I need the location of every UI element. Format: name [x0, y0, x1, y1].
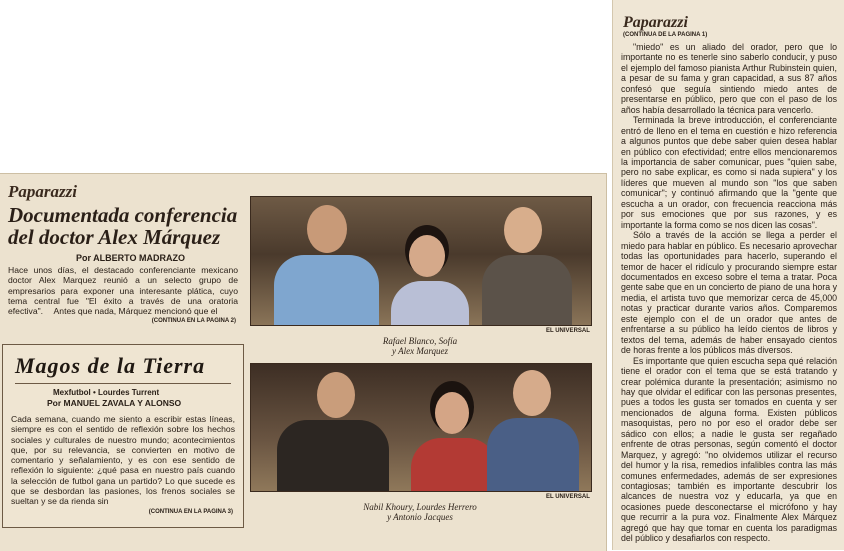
paragraph: "miedo" es un aliado del orador, pero que lo importante no es tenerle sino saberlo conducir, y puso el ejemplo del famoso pianista Arthur Rubinstein quien, a pesar de su fama y gran capacidad, a sus 87 años confesó que seguía sintiendo miedo antes de presentarse en público, pero que con el paso de los años había desarrollado la técnica para vencerlo. [621, 42, 837, 115]
caption-line: y Alex Marquez [392, 346, 448, 356]
caption-line: Rafael Blanco, Sofía [382, 336, 458, 346]
continued-from-note: (CONTINUA DE LA PAGINA 1) [623, 32, 708, 38]
photo-credit: EL UNIVERSAL [546, 328, 590, 334]
continued-body [621, 42, 837, 544]
paragraph: Sólo a través de la acción se llega a perder el miedo para hablar en público. Es necesario aprovechar todas las oportunidades para hacerlo, superando el temor de hacer el ridículo y procurando siempre estar documentados en exceso sobre el tema a tratar. Poca gente sabe que en un concierto de piano de una hora y media, el artista tuvo que memorizar cerca de 45,000 notas y practicar durante varios años. Comparemos este ejemplo con el de un orador que antes de enfrentarse a su público ha leído cientos de libros y textos del tema, además de haber ensayado cientos de horas frente a los públicos más diversos. [621, 230, 837, 356]
column-credit: Mexfutbol • Lourdes Turrent [53, 388, 160, 397]
continuation-note: (CONTINUA EN LA PAGINA 2) [151, 318, 236, 325]
photo-nabil-lourdes-antonio [250, 363, 592, 492]
paragraph: Terminada la breve introducción, el conferenciante entró de lleno en el tema en cuestión e hizo referencia a algunos puntos que debe saber quien desea hablar en público con efectividad; entre ellos mencionaremos la importancia de saber comunicar, pues "quien sabe, pero no sabe explicar, es como si nada supiera" y los líderes que mueven al mundo son "los que saben comunicar"; y continuó afirmando que la "gente que escucha a un orador, con frecuencia reacciona más por sus emociones que por sus razones, y es importante la forma como se nos dicen las cosas". [621, 115, 837, 230]
column-body: Cada semana, cuando me siento a escribir estas líneas, siempre es con el sentido de reflexión sobre los hechos sociales y culturales de nuestro mundo; acontecimientos que, por su relevancia, se convierten en motivo de comentario y señalamiento, y es con ese sentido de reflexión lo siguiente: ¿qué pasa en nuestro país cuando la selección de futbol gana un partido? Lo que sucede es que se desbordan las pasiones, los frenos sociales se sueltan y se da rienda sin [11, 414, 235, 507]
byline: Por ALBERTO MADRAZO [76, 253, 185, 263]
paragraph: Es importante que quien escucha sepa qué relación tiene el orador con el tema que se está tratando y crear polémica durante la presentación; asimismo no hay que olvidar el edificar con las personas presentes, pues a todos les gusta ser tomados en cuenta y ser mencionados de alguna forma. Existen públicos masoquistas, pero no por eso el orador debe ser sádico con ellos; a nadie le gusta ser regañado enfrente de otras personas, según comentó el doctor Marquez, y agregó: "no olvidemos utilizar el recurso del humor y la risa, remedios infalibles contra las más comunes enfermedades, además de ser expresiones contagiosas; también es importante descubrir los alcances de nuestra voz y educarla, ya que en ocasiones puede desconectarse el micrófono y hay que recurrir a la pura voz. Finalmente Alex Márquez agregó que hay que tomar en cuenta los paradigmas del público y desafiarlos con respecto. [621, 355, 837, 544]
person-figure [476, 207, 576, 326]
headline: Documentada conferencia del doctor Alex Márquez [8, 203, 238, 249]
person-figure [273, 372, 393, 492]
caption-line: Nabil Khoury, Lourdes Herrero [363, 502, 477, 512]
article-header [0, 182, 246, 324]
section-label: Paparazzi [623, 14, 688, 31]
column-continuation-note: (CONTINUA EN LA PAGINA 3) [148, 508, 233, 515]
photo-credit: EL UNIVERSAL [546, 494, 590, 500]
photo-caption [330, 502, 510, 522]
column-byline: Por MANUEL ZAVALA Y ALONSO [47, 398, 182, 408]
person-figure [483, 370, 583, 492]
article-body: Hace unos días, el destacado conferenciante mexicano doctor Alex Marquez reunió a un selecto grupo de empresarios para exponer una interesante plática, cuyo tema central fue "El éxito a través de una oratoria efectiva". Antes que nada, Márquez mencionó que el [8, 265, 238, 317]
section-label: Paparazzi [8, 182, 77, 201]
photo-caption [350, 336, 490, 356]
right-clipping [612, 0, 844, 550]
person-figure [391, 235, 471, 326]
divider [15, 383, 231, 384]
person-figure [269, 205, 379, 325]
column-box [2, 344, 244, 528]
column-title: Magos de la Tierra [15, 353, 206, 378]
photo-rafael-sofia-alex [250, 196, 592, 326]
caption-line: y Antonio Jacques [387, 512, 453, 522]
